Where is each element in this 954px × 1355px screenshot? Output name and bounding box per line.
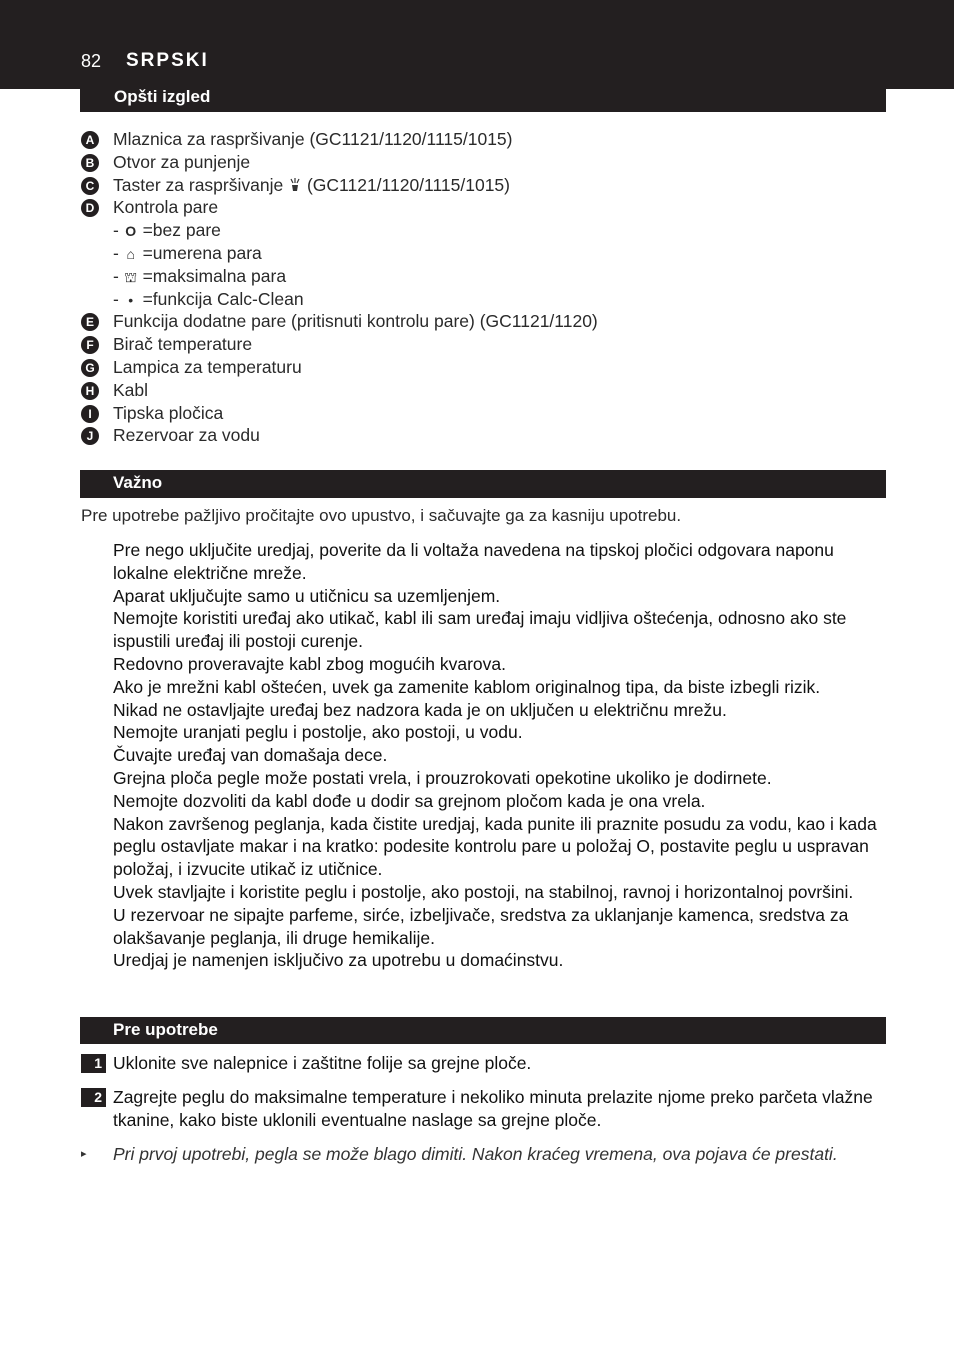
letter-badge: F	[81, 336, 99, 354]
warning-item: Pre nego uključite uredjaj, poverite da li voltaža navedena na tipskoj pločici odgovara naponu lokalne električne mreže.	[113, 540, 834, 583]
list-item: E Funkcija dodatne pare (pritisnuti kontrolu pare) (GC1121/1120)	[81, 310, 881, 333]
letter-badge: E	[81, 313, 99, 331]
list-item: B Otvor za punjenje	[81, 151, 881, 174]
steam-setting-item: - O =bez pare	[81, 219, 881, 242]
important-intro: Pre upotrebe pažljivo pročitajte ovo upustvo, i sačuvajte ga za kasniju upotrebu.	[81, 506, 682, 525]
letter-badge: G	[81, 359, 99, 377]
list-item: H Kabl	[81, 379, 881, 402]
list-item: A Mlaznica za raspršivanje (GC1121/1120/1115/1015)	[81, 128, 881, 151]
warning-item: Nikad ne ostavljajte uređaj bez nadzora kada je on uključen u električnu mrežu.	[113, 699, 727, 720]
step-item: 2 Zagrejte peglu do maksimalne temperature i nekoliko minuta prelazite njome preko parčeta vlažne tkanine, kako biste uklonili eventualne naslage sa grejne ploče.	[81, 1086, 891, 1132]
parts-list	[81, 128, 881, 447]
warnings-list	[113, 539, 891, 972]
warning-item: Nemojte dozvoliti da kabl dođe u dodir sa grejnom pločom kada je ona vrela.	[113, 790, 706, 811]
section-title-before-use: Pre upotrebe	[80, 1017, 886, 1044]
list-item: D Kontrola pare	[81, 196, 881, 219]
step-item: 1 Uklonite sve nalepnice i zaštitne folije sa grejne ploče.	[81, 1052, 891, 1075]
tip-note: ▸ Pri prvoj upotrebi, pegla se može blago dimiti. Nakon kraćeg vremena, ova pojava će prestati.	[81, 1144, 838, 1164]
warning-item: Redovno proveravajte kabl zbog mogućih kvarova.	[113, 653, 506, 674]
spray-icon	[288, 177, 302, 193]
warning-item: U rezervoar ne sipajte parfeme, sirće, izbeljivače, sredstva za uklanjanje kamenca, sredstva za olakšavanje peglanja, ili druge hemikalije.	[113, 904, 849, 948]
list-item: G Lampica za temperaturu	[81, 356, 881, 379]
maximum-steam-icon: ⛫	[124, 268, 138, 285]
warning-item: Ako je mrežni kabl oštećen, uvek ga zamenite kablom originalnog tipa, da biste izbegli rizik.	[113, 676, 821, 697]
step-number: 2	[81, 1088, 106, 1107]
page-header-bar	[0, 0, 954, 89]
list-item: J Rezervoar za vodu	[81, 424, 881, 447]
letter-badge: D	[81, 199, 99, 217]
list-item: F Birač temperature	[81, 333, 881, 356]
step-number: 1	[81, 1054, 106, 1073]
warning-item: Čuvajte uređaj van domašaja dece.	[113, 745, 388, 766]
warning-item: Aparat uključujte samo u utičnicu sa uzemljenjem.	[113, 585, 501, 606]
calc-clean-icon: •	[128, 291, 134, 308]
letter-badge: A	[81, 131, 99, 149]
list-item: I Tipska pločica	[81, 402, 881, 425]
letter-badge: H	[81, 382, 99, 400]
letter-badge: B	[81, 154, 99, 172]
language-title: SRPSKI	[126, 50, 209, 71]
steam-setting-item: - ⛫ =maksimalna para	[81, 265, 881, 288]
section-title-important: Važno	[80, 470, 886, 498]
warning-item: Grejna ploča pegle može postati vrela, i prouzrokovati opekotine ukoliko je dodirnete.	[113, 767, 772, 788]
warning-item: Nakon završenog peglanja, kada čistite uredjaj, kada punite ili praznite posudu za vodu, kao i kada peglu ostavljate makar i na kratko: podesite kontrolu pare u položaj O, postavite peglu u uspravan položaj, i izvucite utikač iz utičnice.	[113, 813, 877, 880]
letter-badge: J	[81, 427, 99, 445]
list-item: C Taster za raspršivanje (GC1121/1120/1115/1015)	[81, 174, 881, 197]
section-title-overview: Opšti izgled	[80, 84, 886, 112]
letter-badge: C	[81, 177, 99, 195]
warning-item: Nemojte uranjati peglu i postolje, ako postoji, u vodu.	[113, 722, 523, 743]
warning-item: Uredjaj je namenjen isključivo za upotrebu u domaćinstvu.	[113, 950, 564, 971]
moderate-steam-icon: ⌂	[126, 245, 135, 262]
triangle-bullet-icon: ▸	[81, 1148, 87, 1160]
steam-setting-item: - ⌂ =umerena para	[81, 242, 881, 265]
warning-item: Uvek stavljajte i koristite peglu i postolje, ako postoji, na stabilnoj, ravnoj i horizontalnoj površini.	[113, 881, 854, 902]
no-steam-icon: O	[125, 223, 137, 240]
warning-item: Nemojte koristiti uređaj ako utikač, kabl ili sam uređaj imaju vidljiva oštećenja, odnosno ako ste ispustili uređaj ili postoji curenje.	[113, 608, 847, 652]
letter-badge: I	[81, 405, 99, 423]
steam-setting-item: - • =funkcija Calc-Clean	[81, 288, 881, 311]
page-number: 82	[81, 51, 102, 71]
